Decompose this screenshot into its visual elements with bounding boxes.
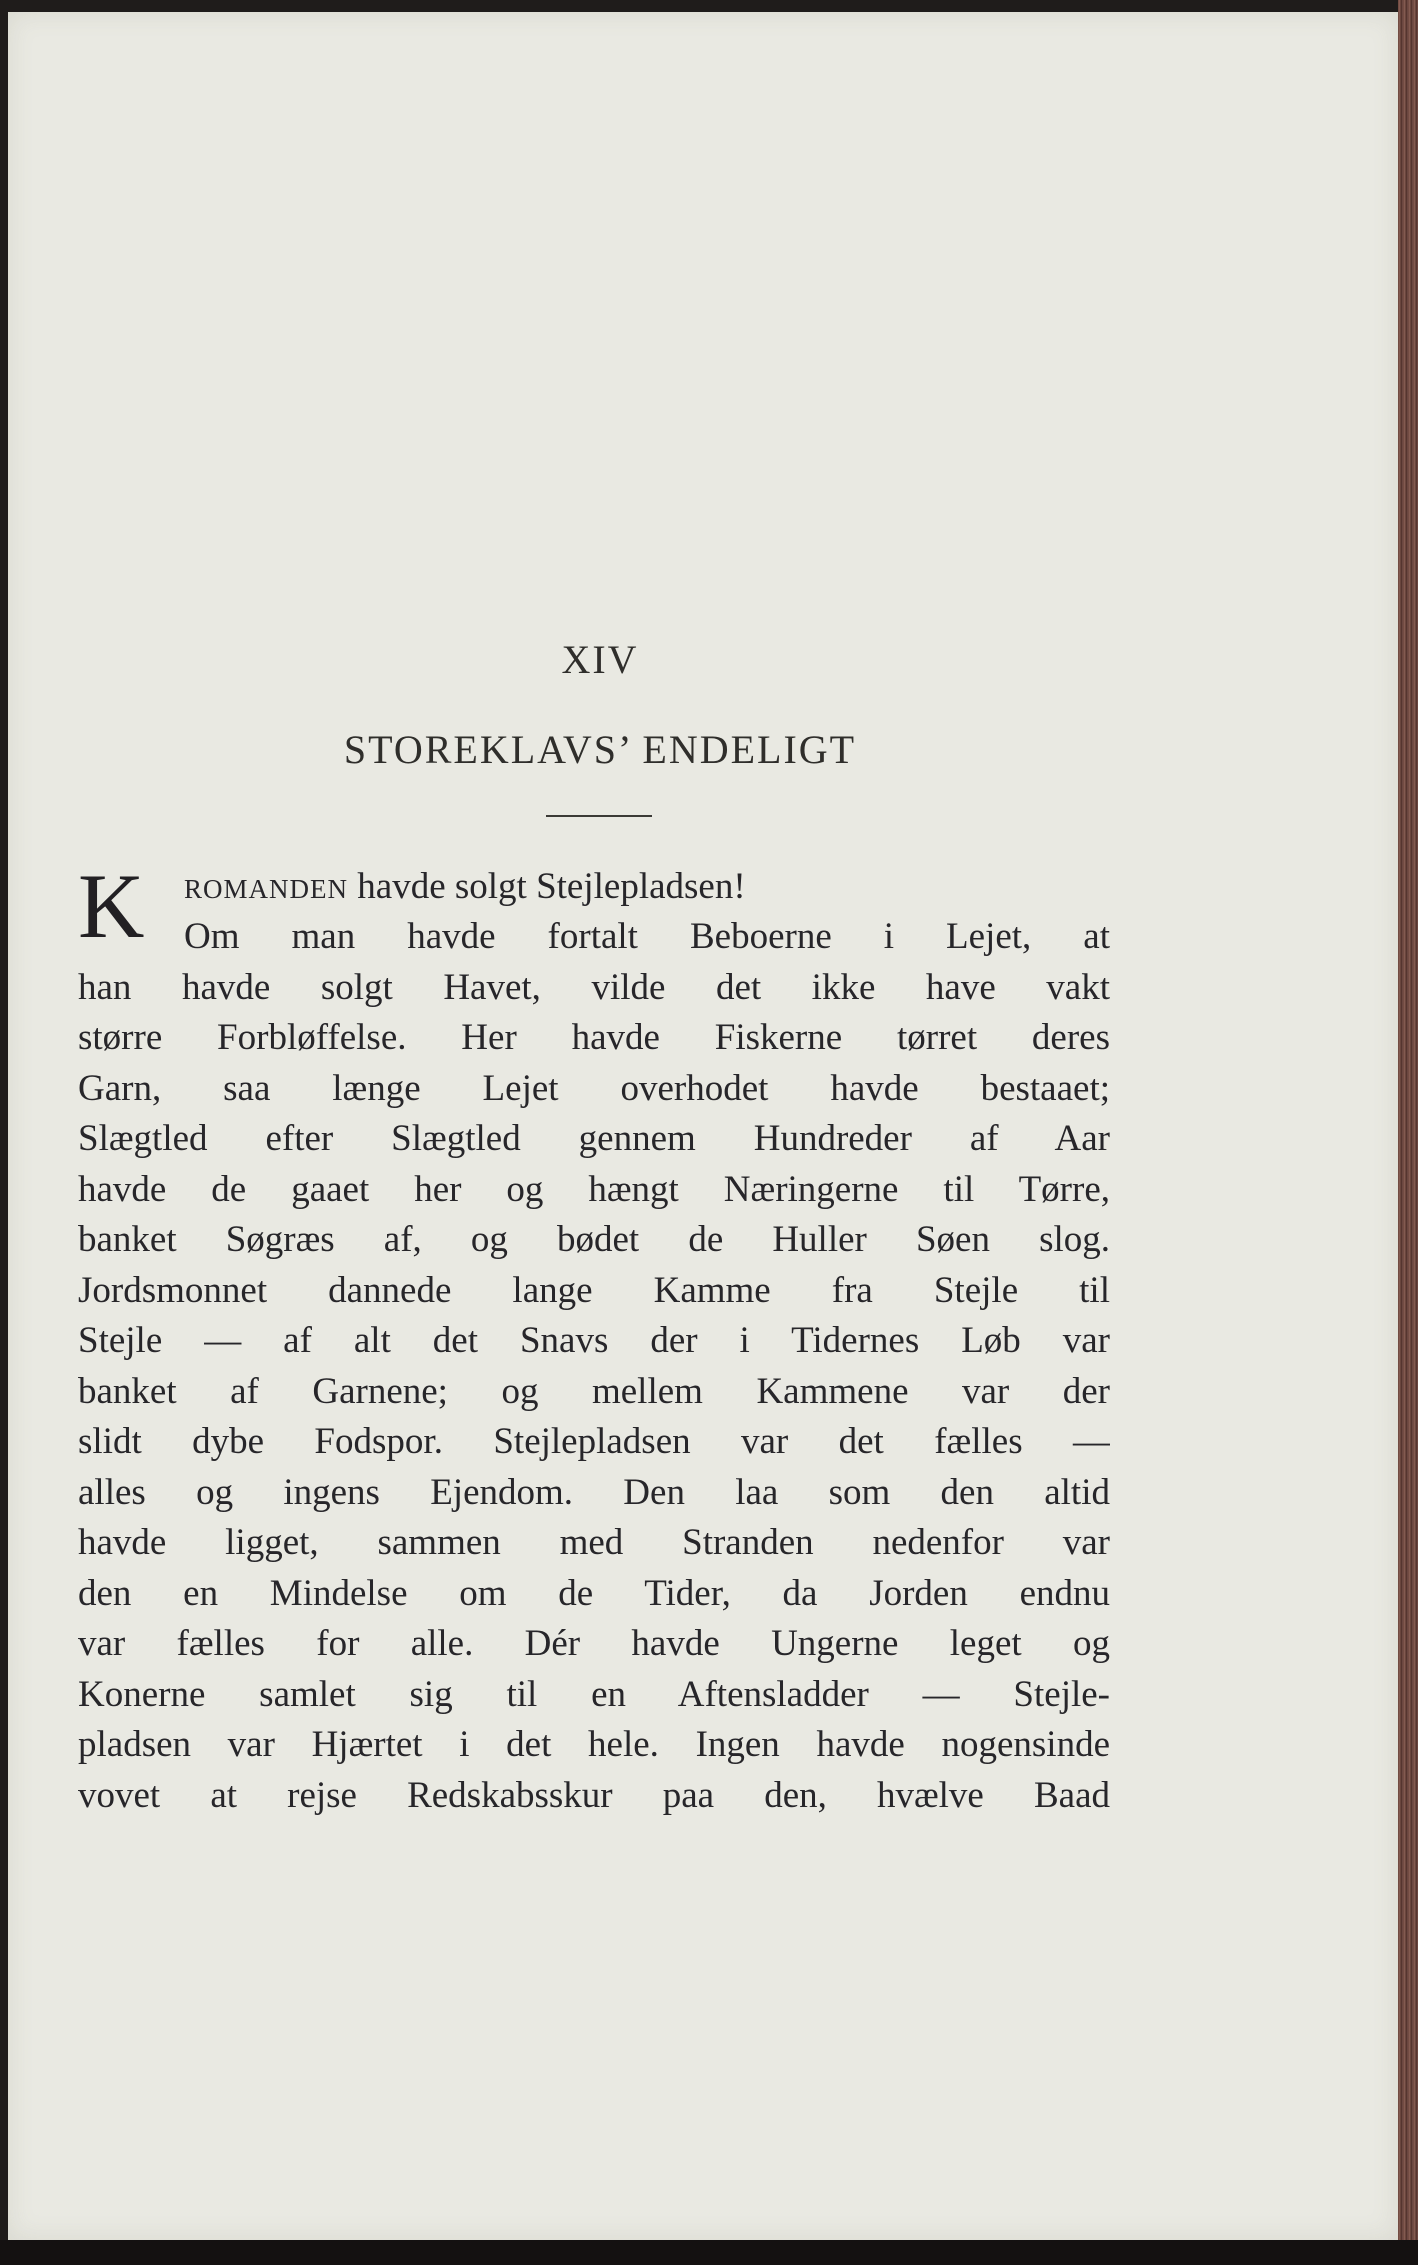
paragraph-line-9: Jordsmonnet dannede lange Kamme fra Stejle til <box>78 1270 1110 1311</box>
paragraph-line-11: banket af Garnene; og mellem Kammene var der <box>78 1371 1110 1412</box>
paragraph-line-13: alles og ingens Ejendom. Den laa som den altid <box>78 1472 1110 1513</box>
paragraph-line-18: pladsen var Hjærtet i det hele. Ingen havde nogensinde <box>78 1724 1110 1765</box>
paragraph-line-19: vovet at rejse Redskabsskur paa den, hvælve Baad <box>78 1775 1110 1816</box>
paragraph-line-12: slidt dybe Fodspor. Stejlepladsen var det fælles — <box>78 1421 1110 1462</box>
paragraph-line-7: havde de gaaet her og hængt Næringerne til Tørre, <box>78 1169 1110 1210</box>
paragraph-line-15: den en Mindelse om de Tider, da Jorden endnu <box>78 1573 1110 1614</box>
paragraph-line-8: banket Søgræs af, og bødet de Huller Søen slog. <box>78 1219 1110 1260</box>
first-line-text: havde solgt Stejlepladsen! <box>348 866 746 907</box>
paragraph-line-10: Stejle — af alt det Snavs der i Tidernes Løb var <box>78 1320 1110 1361</box>
paragraph-line-5: Garn, saa længe Lejet overhodet havde bestaaet; <box>78 1068 1110 1109</box>
chapter-number: XIV <box>561 637 639 682</box>
paragraph-line-6: Slægtled efter Slægtled gennem Hundreder af Aar <box>78 1118 1110 1159</box>
paragraph-line-3: han havde solgt Havet, vilde det ikke have vakt <box>78 967 1110 1008</box>
paper-sheet <box>8 12 1398 2240</box>
book-page-edges <box>1398 0 1418 2265</box>
paragraph-line-14: havde ligget, sammen med Stranden nedenfor var <box>78 1522 1110 1563</box>
first-word-smallcaps: ROMANDEN <box>184 874 349 904</box>
chapter-title: STOREKLAVS’ ENDELIGT <box>343 727 857 772</box>
drop-cap: K <box>78 855 145 957</box>
scan-bottom-border <box>0 2240 1418 2265</box>
title-divider <box>546 815 652 817</box>
paragraph-line-4: større Forbløffelse. Her havde Fiskerne tørret deres <box>78 1017 1110 1058</box>
paragraph-line-1 <box>184 862 912 912</box>
paragraph-line-2: Om man havde fortalt Beboerne i Lejet, at <box>184 916 1110 957</box>
paragraph-line-17: Konerne samlet sig til en Aftensladder — Stejle- <box>78 1674 1110 1715</box>
paragraph-line-16: var fælles for alle. Dér havde Ungerne leget og <box>78 1623 1110 1664</box>
